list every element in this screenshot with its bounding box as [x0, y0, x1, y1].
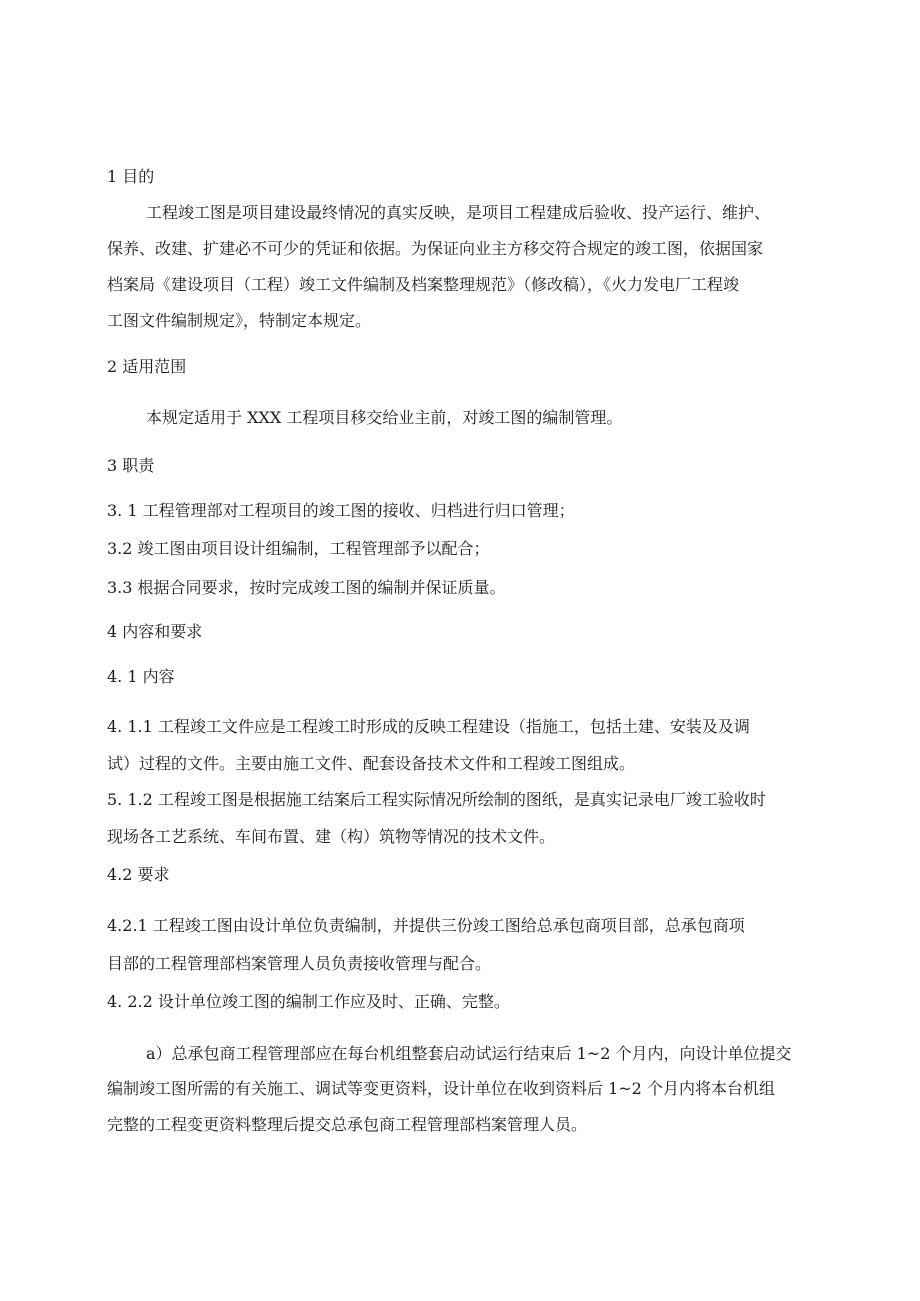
- item-a-line-1: a）总承包商工程管理部应在每台机组整套启动试运行结束后 1~2 个月内，向设计单位提交: [146, 1044, 792, 1063]
- item-a-line-3: 完整的工程变更资料整理后提交总承包商工程管理部档案管理人员。: [107, 1115, 588, 1134]
- item-4-2-1-line-2: 目部的工程管理部档案管理人员负责接收管理与配合。: [107, 954, 492, 973]
- section-3-item-2: 3.2 竣工图由项目设计组编制，工程管理部予以配合；: [107, 539, 490, 558]
- section-2-para: 本规定适用于 XXX 工程项目移交给业主前，对竣工图的编制管理。: [146, 408, 623, 427]
- item-4-1-1-line-2: 试）过程的文件。主要由施工文件、配套设备技术文件和工程竣工图组成。: [107, 754, 636, 773]
- section-1-para-line-3: 档案局《建设项目（工程）竣工文件编制及档案整理规范》（修改稿），《火力发电厂工程竣: [107, 275, 740, 294]
- section-4-heading: 4 内容和要求: [107, 622, 203, 641]
- section-3-item-3: 3.3 根据合同要求，按时完成竣工图的编制并保证质量。: [107, 578, 506, 597]
- item-4-1-2-line-1: 5. 1.2 工程竣工图是根据施工结案后工程实际情况所绘制的图纸，是真实记录电厂竣工验收时: [107, 790, 766, 809]
- item-4-1-2-line-2: 现场各工艺系统、车间布置、建（构）筑物等情况的技术文件。: [107, 827, 556, 846]
- item-a-line-2: 编制竣工图所需的有关施工、调试等变更资料，设计单位在收到资料后 1~2 个月内将本台机组: [107, 1079, 775, 1098]
- section-1-para-line-2: 保养、改建、扩建必不可少的凭证和依据。为保证向业主方移交符合规定的竣工图，依据国家: [107, 239, 764, 258]
- item-4-2-2: 4. 2.2 设计单位竣工图的编制工作应及时、正确、完整。: [107, 992, 510, 1011]
- section-2-heading: 2 适用范围: [107, 357, 187, 376]
- section-4-2-heading: 4.2 要求: [107, 865, 170, 884]
- section-3-item-1: 3. 1 工程管理部对工程项目的竣工图的接收、归档进行归口管理；: [107, 501, 575, 520]
- item-4-1-1-line-1: 4. 1.1 工程竣工文件应是工程竣工时形成的反映工程建设（指施工，包括土建、安装及及调: [107, 717, 750, 736]
- section-1-para-line-4: 工图文件编制规定》，特制定本规定。: [107, 311, 372, 330]
- section-1-para-line-1: 工程竣工图是项目建设最终情况的真实反映，是项目工程建成后验收、投产运行、维护、: [146, 203, 771, 222]
- section-1-heading: 1 目的: [107, 167, 155, 186]
- section-3-heading: 3 职责: [107, 456, 155, 475]
- item-4-2-1-line-1: 4.2.1 工程竣工图由设计单位负责编制，并提供三份竣工图给总承包商项目部，总承包商项: [107, 916, 745, 935]
- section-4-1-heading: 4. 1 内容: [107, 667, 175, 686]
